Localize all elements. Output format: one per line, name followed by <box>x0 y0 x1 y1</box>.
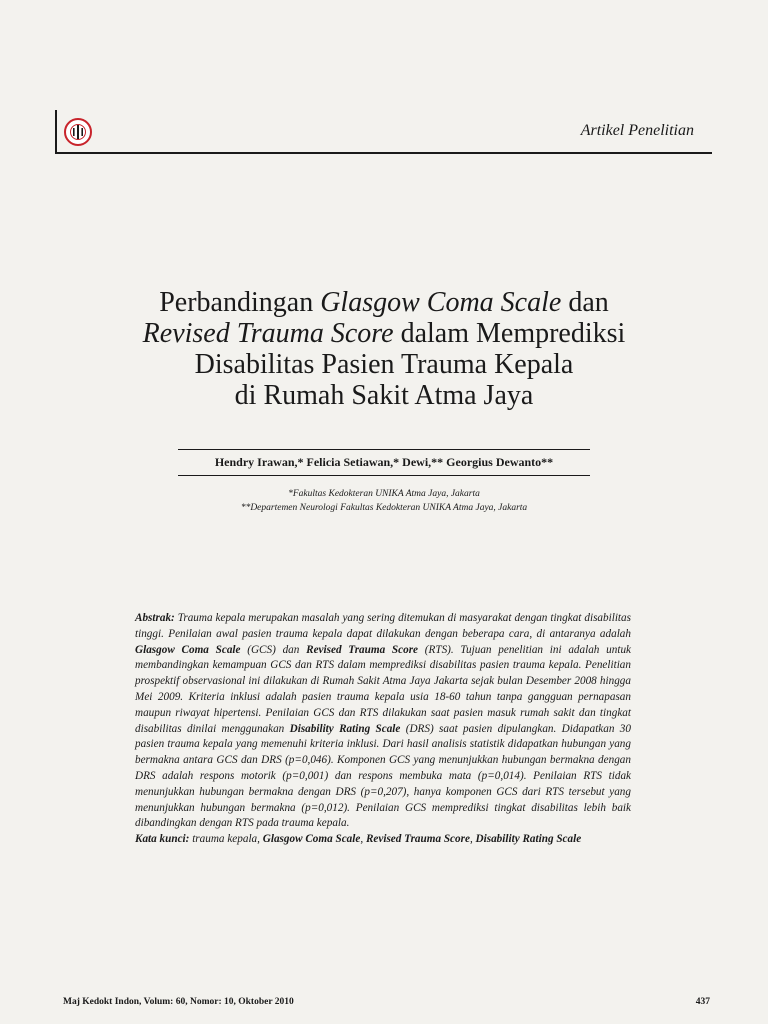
idi-logo-glyph-icon <box>66 120 90 144</box>
author-rule-top <box>178 449 590 450</box>
header-rule-left <box>55 110 57 154</box>
keywords-separator: , <box>360 833 366 846</box>
keywords-separator: , <box>469 833 476 846</box>
abstract-text: (DRS) saat pasien dipulangkan. Didapatkan 30 pasien trauma kepala yang memenuhi kriteria inklusi. Dari hasil analisis statistik didapatkan hubungan yang bermakna antara GCS dan DRS (p=0,046). Komponen GCS yang menunjukkan hubungan bermakna dengan DRS adalah respons motorik (p=0,001) dan respons membuka mata (p=0,014). Penilaian RTS tidak menunjukkan hubungan bermakna dengan DRS (p=0,207), hanya komponen GCS dari RTS tersebut yang menunjukkan hubungan bermakna (p=0,012). Penilaian GCS memprediksi tingkat disabilitas lebih baik dibandingkan dengan RTS pada trauma kepala. <box>135 722 631 830</box>
keyword-rts: Revised Trauma Score <box>365 833 470 846</box>
title-line-4: di Rumah Sakit Atma Jaya <box>234 379 534 411</box>
affiliation-1: *Fakultas Kedokteran UNIKA Atma Jaya, Jakarta <box>288 489 480 499</box>
article-title <box>60 287 708 411</box>
abstract-label: Abstrak: <box>135 612 175 624</box>
title-line-1 <box>60 287 708 318</box>
idi-logo-icon <box>64 118 92 146</box>
page-number: 437 <box>695 997 710 1007</box>
title-text: Perbandingan <box>159 286 321 318</box>
term-gcs: Glasgow Coma Scale <box>135 643 241 656</box>
author-rule-bottom <box>178 475 590 476</box>
section-label: Artikel Penelitian <box>580 122 694 139</box>
title-term-rts: Revised Trauma Score <box>142 317 394 349</box>
term-drs: Disability Rating Scale <box>289 722 401 735</box>
abstract-text: (RTS). Tujuan penelitian ini adalah untuk membandingkan kemampuan GCS dan RTS dalam memprediksi disabilitas pasien trauma kepala. Penelitian prospektif observasional ini dilakukan di Rumah Sakit Atma Jaya Jakarta sejak bulan Desember 2008 hingga Mei 2009. Kriteria inklusi adalah pasien trauma kepala usia 18-60 tahun tanpa gangguan pernapasan maupun riwayat hipertensi. Penilaian GCS dan RTS dilakukan saat pasien masuk rumah sakit dan tingkat disabilitas dinilai menggunakan <box>135 643 631 735</box>
article-header <box>55 110 712 154</box>
keywords-label: Kata kunci: <box>135 833 190 846</box>
title-text: dalam Memprediksi <box>393 317 626 349</box>
title-text: dan <box>561 286 609 318</box>
title-line-2 <box>60 318 708 349</box>
term-rts: Revised Trauma Score <box>306 643 419 656</box>
keyword-drs: Disability Rating Scale <box>475 833 582 846</box>
affiliation-2: **Departemen Neurologi Fakultas Kedokteran UNIKA Atma Jaya, Jakarta <box>240 503 528 513</box>
title-line-3: Disabilitas Pasien Trauma Kepala <box>194 348 574 380</box>
abstract-text: Trauma kepala merupakan masalah yang sering ditemukan di masyarakat dengan tingkat disabilitas tinggi. Penilaian awal pasien trauma kepala dapat dilakukan dengan beberapa cara, di antaranya adalah <box>135 612 631 640</box>
keyword-gcs: Glasgow Coma Scale <box>262 833 361 846</box>
author-list: Hendry Irawan,* Felicia Setiawan,* Dewi,** Georgius Dewanto** <box>214 455 554 469</box>
abstract <box>135 611 631 848</box>
header-rule-bottom <box>55 152 712 154</box>
title-term-gcs: Glasgow Coma Scale <box>320 286 562 318</box>
abstract-text: (GCS) dan <box>240 643 307 656</box>
keywords-text: trauma kepala, <box>189 833 263 846</box>
journal-citation: Maj Kedokt Indon, Volum: 60, Nomor: 10, Oktober 2010 <box>63 997 294 1007</box>
